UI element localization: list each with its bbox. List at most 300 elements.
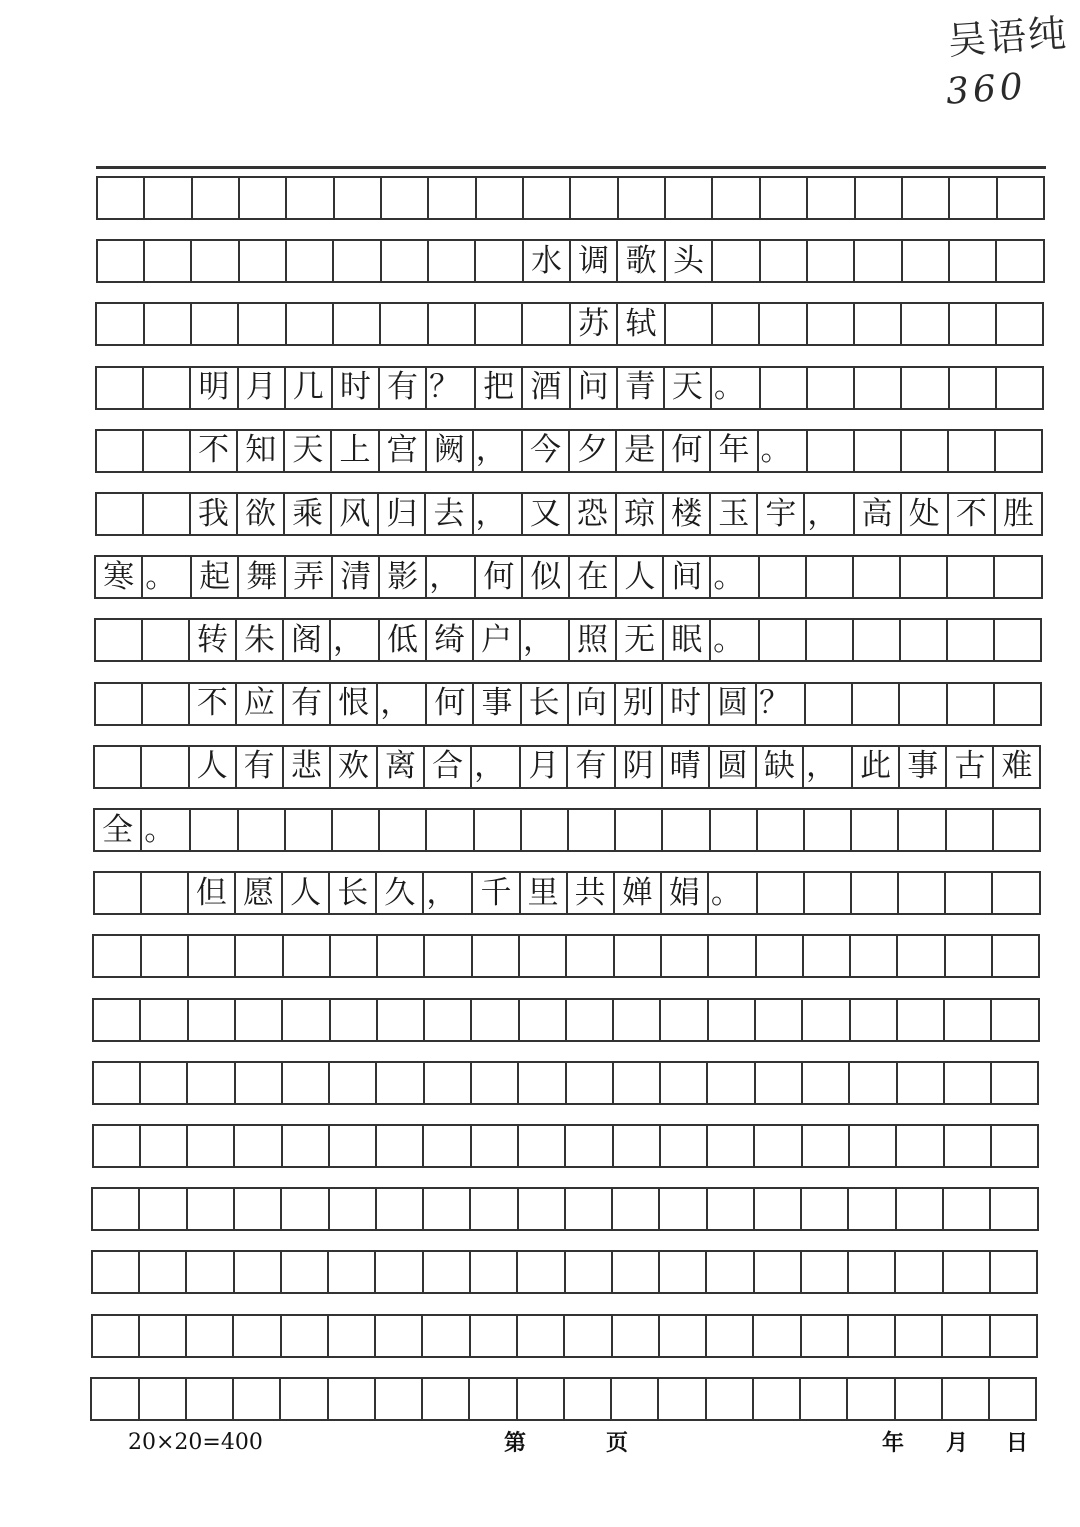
grid-cell: 户 xyxy=(472,620,519,660)
grid-cell xyxy=(989,1189,1036,1229)
grid-cell xyxy=(565,936,612,976)
grid-cell xyxy=(851,684,898,724)
grid-cell xyxy=(380,178,427,218)
grid-cell xyxy=(333,178,380,218)
grid-cell xyxy=(995,304,1042,344)
grid-cell xyxy=(847,1252,894,1292)
grid-cell: 风 xyxy=(330,494,377,534)
grid-cell xyxy=(612,1063,659,1103)
grid-cell: 乘 xyxy=(283,494,330,534)
grid-cell: 有 xyxy=(378,368,425,408)
grid-cell xyxy=(660,936,707,976)
grid-cell: 古 xyxy=(945,747,992,787)
grid-cell: 时 xyxy=(331,368,378,408)
grid-cell xyxy=(896,936,943,976)
grid-cell: ， xyxy=(472,494,521,534)
grid-cell: 月 xyxy=(519,747,566,787)
grid-cell xyxy=(190,304,237,344)
grid-cell xyxy=(894,1252,941,1292)
grid-cell xyxy=(421,1316,468,1356)
grid-cell xyxy=(993,557,1040,597)
grid-cell: 转 xyxy=(188,620,235,660)
grid-cell xyxy=(901,241,948,281)
grid-cell: 。 xyxy=(140,810,189,850)
grid-cell xyxy=(801,1063,848,1103)
grid-cell: 绮 xyxy=(425,620,472,660)
grid-cell xyxy=(896,1063,943,1103)
grid-cell xyxy=(617,178,664,218)
grid-cell xyxy=(759,241,806,281)
grid-cell xyxy=(754,1000,801,1040)
grid-cell xyxy=(238,241,285,281)
grid-cell: 缺 xyxy=(755,747,802,787)
grid-cell xyxy=(422,1252,469,1292)
grid-cell: 共 xyxy=(566,873,613,913)
grid-cell xyxy=(943,1126,990,1166)
grid-cell: 不 xyxy=(189,431,236,471)
grid-cell: 低 xyxy=(378,620,425,660)
grid-cell: 人 xyxy=(615,557,662,597)
grid-cell xyxy=(470,1126,517,1166)
grid-cell xyxy=(565,1063,612,1103)
grid-row xyxy=(95,302,1044,346)
grid-row xyxy=(93,871,1041,915)
grid-cell: 高 xyxy=(853,494,900,534)
page-label-suffix: 页 xyxy=(606,1430,629,1456)
grid-cell xyxy=(327,1316,374,1356)
grid-cell xyxy=(709,810,756,850)
grid-cell xyxy=(800,1189,847,1229)
grid-cell xyxy=(659,1000,706,1040)
grid-cell xyxy=(94,1000,139,1040)
grid-cell xyxy=(847,1316,894,1356)
margin-note-name: 吴语纯 xyxy=(946,10,1070,64)
grid-cell xyxy=(517,1063,564,1103)
grid-cell: 调 xyxy=(569,241,616,281)
grid-cell xyxy=(803,810,850,850)
grid-cell: 又 xyxy=(521,494,568,534)
grid-cell: 影 xyxy=(378,557,425,597)
grid-cell: 宫 xyxy=(378,431,425,471)
grid-cell xyxy=(469,1189,516,1229)
grid-cell: ， xyxy=(519,620,568,660)
grid-cell xyxy=(896,1000,943,1040)
grid-cell xyxy=(946,620,993,660)
grid-cell xyxy=(759,368,806,408)
grid-cell xyxy=(233,1252,280,1292)
grid-cell xyxy=(658,1316,705,1356)
grid-cell xyxy=(612,1000,659,1040)
grid-cell xyxy=(847,1189,894,1229)
grid-cell xyxy=(706,1063,753,1103)
grid-cell: 把 xyxy=(474,368,521,408)
grid-cell: 上 xyxy=(330,431,377,471)
grid-cell xyxy=(805,557,852,597)
grid-cell xyxy=(234,1063,281,1103)
grid-row xyxy=(93,808,1041,852)
grid-cell xyxy=(425,810,472,850)
grid-cell: ， xyxy=(470,747,519,787)
grid-cell xyxy=(281,1063,328,1103)
grid-cell xyxy=(945,810,992,850)
grid-cell: 事 xyxy=(898,747,945,787)
grid-cell: 事 xyxy=(472,684,519,724)
grid-cell xyxy=(942,1252,989,1292)
grid-cell xyxy=(849,936,896,976)
grid-cell: 处 xyxy=(900,494,947,534)
grid-cell xyxy=(564,1189,611,1229)
grid-cell: 。 xyxy=(710,368,759,408)
grid-cell xyxy=(895,1126,942,1166)
grid-cell xyxy=(941,1316,988,1356)
grid-cell xyxy=(471,936,518,976)
grid-cell xyxy=(899,620,946,660)
grid-row xyxy=(92,1061,1040,1105)
grid-cell: 婵 xyxy=(613,873,660,913)
grid-cell xyxy=(374,1379,421,1419)
grid-row xyxy=(94,618,1042,662)
grid-cell xyxy=(846,1379,893,1419)
grid-cell xyxy=(185,1379,232,1419)
grid-cell xyxy=(948,241,995,281)
grid-cell: 今 xyxy=(521,431,568,471)
grid-cell xyxy=(187,1000,234,1040)
grid-cell: 楼 xyxy=(662,494,709,534)
grid-cell: 欲 xyxy=(236,494,283,534)
grid-cell xyxy=(375,1189,422,1229)
grid-cell xyxy=(93,1252,138,1292)
grid-cell: ， xyxy=(329,620,378,660)
grid-cell xyxy=(139,1000,186,1040)
grid-cell: 圆 xyxy=(708,684,755,724)
grid-cell xyxy=(143,241,190,281)
grid-cell xyxy=(948,304,995,344)
grid-cell xyxy=(948,368,995,408)
grid-row xyxy=(96,176,1045,220)
grid-cell: ， xyxy=(802,747,851,787)
grid-cell xyxy=(805,620,852,660)
grid-cell xyxy=(475,178,522,218)
grid-cell: 离 xyxy=(376,747,423,787)
grid-cell xyxy=(755,936,802,976)
grid-cell xyxy=(758,304,805,344)
grid-cell: 长 xyxy=(520,684,567,724)
grid-cell xyxy=(707,1000,754,1040)
grid-cell xyxy=(469,1316,516,1356)
grid-cell xyxy=(517,1189,564,1229)
grid-cell xyxy=(610,1379,657,1419)
grid-cell xyxy=(943,1000,990,1040)
grid-cell xyxy=(806,304,853,344)
grid-cell xyxy=(328,1126,375,1166)
grid-cell xyxy=(187,936,234,976)
grid-cell xyxy=(374,1316,421,1356)
grid-cell xyxy=(990,1126,1037,1166)
grid-cell: 寒 xyxy=(103,558,135,595)
grid-cell: 不 xyxy=(188,684,235,724)
date-day-label: 日 xyxy=(1006,1430,1029,1456)
grid-cell xyxy=(853,368,900,408)
grid-cell: 照 xyxy=(568,620,615,660)
grid-row xyxy=(95,366,1044,410)
grid-cell xyxy=(563,1316,610,1356)
grid-cell xyxy=(657,1379,704,1419)
grid-cell xyxy=(517,1126,564,1166)
grid-cell xyxy=(897,810,944,850)
grid-cell xyxy=(993,620,1040,660)
grid-cell xyxy=(470,1063,517,1103)
grid-cell xyxy=(989,1316,1036,1356)
grid-cell: 圆 xyxy=(708,747,755,787)
grid-cell xyxy=(612,1126,659,1166)
grid-cell xyxy=(995,241,1042,281)
grid-cell: 阙 xyxy=(425,431,472,471)
grid-cell xyxy=(98,241,143,281)
grid-cell xyxy=(474,304,521,344)
grid-cell xyxy=(232,1316,279,1356)
grid-cell xyxy=(564,1252,611,1292)
grid-cell xyxy=(427,304,474,344)
grid-cell xyxy=(706,1126,753,1166)
grid-cell xyxy=(946,684,993,724)
grid-cell: 时 xyxy=(661,684,708,724)
grid-cell xyxy=(991,936,1038,976)
grid-cell: 眠 xyxy=(662,620,709,660)
grid-cell xyxy=(93,1189,138,1229)
grid-cell xyxy=(279,1379,326,1419)
grid-cell xyxy=(802,936,849,976)
grid-cell xyxy=(707,936,754,976)
grid-cell xyxy=(427,241,474,281)
grid-cell xyxy=(705,1316,752,1356)
grid-cell xyxy=(705,1379,752,1419)
grid-cell xyxy=(332,304,379,344)
grid-cell xyxy=(94,936,139,976)
grid-cell xyxy=(95,873,140,913)
grid-cell xyxy=(901,178,948,218)
grid-cell xyxy=(853,431,900,471)
grid-cell xyxy=(565,1000,612,1040)
grid-cell xyxy=(285,178,332,218)
grid-cell xyxy=(803,873,850,913)
grid-cell xyxy=(327,1379,374,1419)
grid-cell: 弄 xyxy=(284,557,331,597)
grid-cell xyxy=(97,304,142,344)
grid-row xyxy=(93,745,1041,789)
grid-cell: 明 xyxy=(189,368,236,408)
grid-cell xyxy=(280,1252,327,1292)
grid-cell xyxy=(758,557,805,597)
grid-cell xyxy=(234,936,281,976)
grid-cell xyxy=(142,368,189,408)
grid-cell xyxy=(993,684,1040,724)
grid-cell xyxy=(327,1252,374,1292)
grid-row xyxy=(90,1377,1037,1421)
grid-cell: 愿 xyxy=(234,873,281,913)
grid-cell xyxy=(852,557,899,597)
grid-cell xyxy=(799,1379,846,1419)
grid-cell xyxy=(944,936,991,976)
grid-cell xyxy=(849,1000,896,1040)
grid-cell xyxy=(285,241,332,281)
grid-cell: 玉 xyxy=(709,494,756,534)
grid-cell xyxy=(806,368,853,408)
grid-cell xyxy=(93,1316,138,1356)
grid-cell: 千 xyxy=(471,873,518,913)
grid-cell xyxy=(611,1316,658,1356)
grid-cell xyxy=(521,304,568,344)
grid-cell: 。 xyxy=(757,431,806,471)
grid-cell: 去 xyxy=(424,494,471,534)
grid-cell: 轼 xyxy=(616,304,663,344)
grid-cell xyxy=(995,368,1042,408)
grid-cell: 人 xyxy=(188,747,235,787)
grid-cell xyxy=(376,1000,423,1040)
grid-cell xyxy=(233,1189,280,1229)
grid-cell xyxy=(285,304,332,344)
grid-cell xyxy=(331,810,378,850)
grid-cell xyxy=(894,1316,941,1356)
grid-cell: 朱 xyxy=(235,620,282,660)
grid-cell xyxy=(664,304,711,344)
grid-cell xyxy=(664,178,711,218)
grid-cell xyxy=(753,1189,800,1229)
grid-cell xyxy=(142,494,189,534)
grid-cell xyxy=(97,494,142,534)
grid-cell xyxy=(423,1063,470,1103)
grid-cell xyxy=(711,304,758,344)
date-year-label: 年 xyxy=(882,1430,905,1456)
grid-cell xyxy=(854,178,901,218)
grid-cell xyxy=(422,1126,469,1166)
grid-cell xyxy=(705,1252,752,1292)
grid-cell xyxy=(380,241,427,281)
grid-cell: 水 xyxy=(522,241,569,281)
grid-cell xyxy=(659,1126,706,1166)
grid-cell xyxy=(516,1316,563,1356)
grid-row xyxy=(92,1124,1040,1168)
grid-cell xyxy=(518,1000,565,1040)
grid-cell: ， xyxy=(803,494,852,534)
grid-cell xyxy=(470,1000,517,1040)
grid-cell: 久 xyxy=(375,873,422,913)
grid-cell: 长 xyxy=(328,873,375,913)
grid-cell xyxy=(190,241,237,281)
grid-cell xyxy=(801,1000,848,1040)
grid-cell xyxy=(806,178,853,218)
grid-row xyxy=(94,555,1042,599)
grid-cell: ？ xyxy=(755,684,804,724)
grid-cell: 阁 xyxy=(282,620,329,660)
grid-cell xyxy=(706,1189,753,1229)
grid-cell xyxy=(853,304,900,344)
grid-cell xyxy=(941,1379,988,1419)
grid-cell: 。 xyxy=(709,557,758,597)
grid-cell: 苏 xyxy=(569,304,616,344)
grid-cell: 何 xyxy=(662,431,709,471)
grid-cell xyxy=(423,936,470,976)
grid-row xyxy=(95,492,1044,536)
grid-cell xyxy=(522,178,569,218)
margin-note-number: 360 xyxy=(944,66,1029,113)
grid-cell xyxy=(141,684,188,724)
grid-cell xyxy=(189,810,236,850)
grid-cell xyxy=(139,1126,186,1166)
grid-cell: 全 xyxy=(102,811,134,848)
grid-cell xyxy=(900,431,947,471)
grid-cell xyxy=(139,1063,186,1103)
grid-cell xyxy=(474,241,521,281)
grid-cell: 此 xyxy=(851,747,898,787)
grid-cell xyxy=(138,1379,185,1419)
grid-cell xyxy=(138,1316,185,1356)
grid-cell xyxy=(756,810,803,850)
grid-cell: 青 xyxy=(616,368,663,408)
grid-cell xyxy=(329,1000,376,1040)
grid-cell xyxy=(284,810,331,850)
grid-cell xyxy=(233,1126,280,1166)
grid-cell xyxy=(518,936,565,976)
grid-cell xyxy=(711,241,758,281)
grid-cell xyxy=(95,747,140,787)
grid-cell: 阴 xyxy=(614,747,661,787)
grid-cell xyxy=(329,936,376,976)
grid-cell xyxy=(900,304,947,344)
grid-cell xyxy=(800,1316,847,1356)
grid-cell: 年 xyxy=(709,431,756,471)
grid-cell: 何 xyxy=(474,557,521,597)
grid-cell xyxy=(98,178,143,218)
grid-cell xyxy=(758,620,805,660)
grid-row xyxy=(91,1187,1038,1231)
grid-cell xyxy=(234,1000,281,1040)
grid-row xyxy=(92,934,1040,978)
grid-cell xyxy=(94,1063,139,1103)
grid-cell xyxy=(191,178,238,218)
grid-cell: 何 xyxy=(425,684,472,724)
grid-cell xyxy=(990,1000,1037,1040)
grid-cell xyxy=(186,1189,233,1229)
grid-cell xyxy=(850,810,897,850)
grid-cell: 别 xyxy=(614,684,661,724)
grid-cell xyxy=(899,557,946,597)
grid-cell xyxy=(711,178,758,218)
grid-cell xyxy=(756,873,803,913)
grid-cell xyxy=(611,1189,658,1229)
grid-cell xyxy=(567,810,614,850)
grid-cell xyxy=(142,431,189,471)
grid-cell xyxy=(659,1063,706,1103)
grid-cell xyxy=(658,1189,705,1229)
grid-cell xyxy=(613,936,660,976)
grid-cell: 歌 xyxy=(616,241,663,281)
grid-cell xyxy=(140,873,187,913)
grid-cell xyxy=(138,1189,185,1229)
grid-cell xyxy=(280,1189,327,1229)
grid-cell: 在 xyxy=(568,557,615,597)
grid-cell: 是 xyxy=(615,431,662,471)
grid-cell xyxy=(996,178,1043,218)
grid-cell: 清 xyxy=(331,557,378,597)
grid-cell xyxy=(141,620,188,660)
grid-cell xyxy=(375,1126,422,1166)
grid-cell xyxy=(422,1189,469,1229)
grid-cell xyxy=(97,431,142,471)
grid-cell: 几 xyxy=(284,368,331,408)
grid-cell xyxy=(375,1063,422,1103)
grid-cell xyxy=(280,1316,327,1356)
grid-cell: 间 xyxy=(662,557,709,597)
